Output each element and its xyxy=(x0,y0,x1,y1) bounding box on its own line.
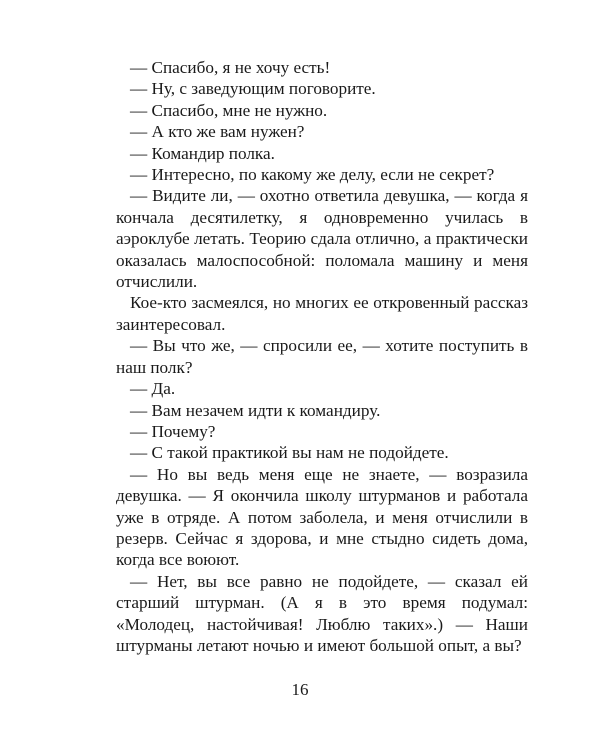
paragraph-13: — С такой практикой вы нам не подойдете. xyxy=(130,443,449,463)
body-text xyxy=(116,57,528,656)
paragraph-8: Кое-кто засмеялся, но многих ее откровенный рассказ заинтересовал. xyxy=(116,293,528,334)
paragraph-4: — А кто же вам нужен? xyxy=(130,122,305,142)
paragraph-10: — Да. xyxy=(130,379,176,399)
paragraph-6: — Интересно, по какому же делу, если не секрет? xyxy=(130,165,495,185)
paragraph-11: — Вам незачем идти к командиру. xyxy=(130,400,381,420)
paragraph-9: — Вы что же, — спросили ее, — хотите поступить в наш полк? xyxy=(116,336,528,377)
paragraph-15: — Нет, вы все равно не подойдете, — сказал ей старший штурман. (А я в это время подумал: «Молодец, настойчивая! Люблю таких».) — Наши штурманы летают ночью и имеют большой опыт, а вы? xyxy=(116,571,528,655)
paragraph-5: — Командир полка. xyxy=(130,143,275,163)
paragraph-14: — Но вы ведь меня еще не знаете, — возразила девушка. — Я окончила школу штурманов и работала уже в отряде. А потом заболела, и меня отчислили в резерв. Сейчас я здорова, и мне стыдно сидеть дома, когда все воюют. xyxy=(116,464,528,570)
paragraph-2: — Ну, с заведующим поговорите. xyxy=(130,79,376,99)
paragraph-3: — Спасибо, мне не нужно. xyxy=(130,100,328,120)
page-number: 16 xyxy=(291,680,309,699)
paragraph-1: — Спасибо, я не хочу есть! xyxy=(130,58,331,77)
paragraph-7: — Видите ли, — охотно ответила девушка, — когда я кончала десятилетку, я одновременно училась в аэроклубе летать. Теорию сдала отлично, а практически оказалась малоспособной: поломала машину и меня отчислили. xyxy=(116,186,528,292)
paragraph-12: — Почему? xyxy=(130,421,216,441)
